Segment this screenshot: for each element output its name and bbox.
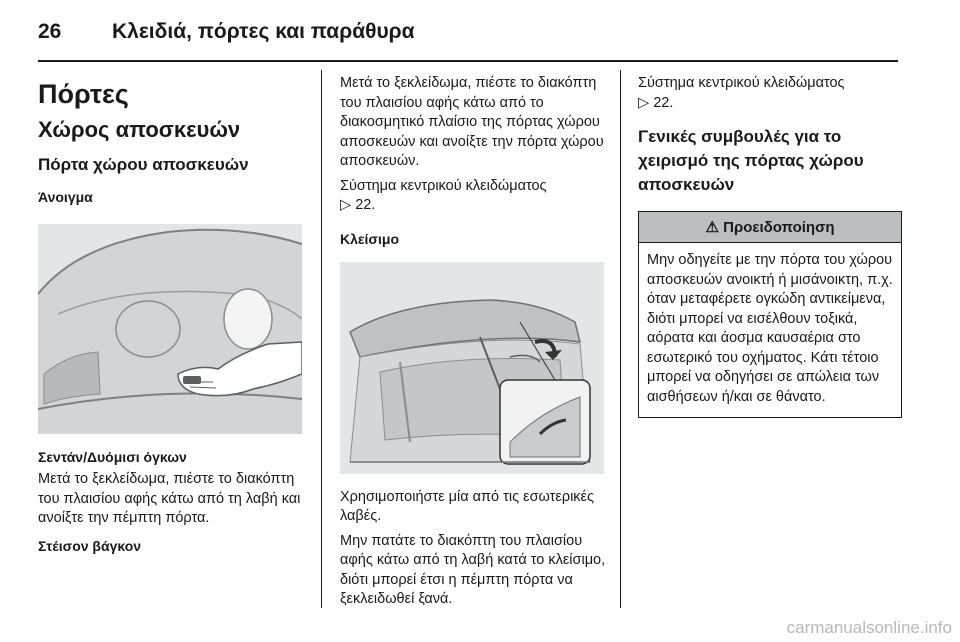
paragraph-use-inner-handles: Χρησιμοποιήστε μία από τις εσωτερικές λαβές. <box>340 488 595 524</box>
section-heading-general-tips: Γενικές συμβουλές για το χειρισμό της πόρτας χώρου αποσκευών <box>638 127 864 194</box>
cross-reference-text: Σύστημα κεντρικού κλειδώματος <box>340 177 547 194</box>
warning-box <box>638 211 902 418</box>
warning-text: Μην οδηγείτε με την πόρτα του χώρου αποσκευών ανοικτή ή μισάνοικτη, π.χ. όταν μεταφέρετε ογκώδη αντικείμενα, διότι μπορεί να εισέλθουν τοξικά, αόρατα και άοσμα καυσαέρια στο εσωτερικό του οχήματος. Κάτι τέτοιο μπορεί να οδηγήσει σε απώλεια των αισθήσεων ή/και σε θάνατο. <box>647 252 893 405</box>
paragraph-wagon-instructions: Μετά το ξεκλείδωμα, πιέστε το διακόπτη του πλαισίου αφής κάτω από το διακοσμητικό πλαίσιο της πόρτας χώρου αποσκευών και ανοίξτε την πόρτα χώρου αποσκευών. <box>340 75 604 169</box>
column-2 <box>340 70 606 610</box>
page-number: 26 <box>38 20 62 43</box>
warning-header <box>639 212 901 243</box>
heading-sedan-hatchback: Σεντάν/Δυόμισι όγκων <box>38 449 187 465</box>
section-heading-tailgate: Πόρτα χώρου αποσκευών <box>38 155 249 174</box>
watermark: carmanualsonline.info <box>786 618 952 637</box>
heading-closing: Κλείσιμο <box>340 230 400 247</box>
illustration-tailgate-open-sedan <box>38 224 302 434</box>
column-3 <box>638 70 902 418</box>
heading-opening: Άνοιγμα <box>38 189 93 205</box>
chapter-title: Κλειδιά, πόρτες και παράθυρα <box>112 20 415 43</box>
column-divider-1 <box>321 70 322 608</box>
column-1 <box>38 70 304 555</box>
section-heading-doors: Πόρτες <box>38 79 129 109</box>
header-rule <box>38 60 898 62</box>
paragraph-sedan-instructions: Μετά το ξεκλείδωμα, πιέστε το διακόπτη του πλαισίου αφής κάτω από τη λαβή και ανοίξτε την πέμπτη πόρτα. <box>38 471 301 526</box>
warning-triangle-icon: ⚠ <box>705 219 719 236</box>
cross-reference-page: 22. <box>355 197 376 213</box>
cross-reference-text: Σύστημα κεντρικού κλειδώματος <box>638 75 845 91</box>
triangle-right-icon: ▷ <box>638 94 650 111</box>
illustration-tailgate-closing-handle <box>340 262 604 474</box>
page-header <box>38 20 415 44</box>
cross-reference-central-locking <box>340 177 606 216</box>
column-divider-2 <box>620 70 621 608</box>
triangle-right-icon: ▷ <box>340 197 352 213</box>
warning-title: Προειδοποίηση <box>723 219 835 236</box>
cross-reference-page: 22. <box>653 94 674 111</box>
heading-station-wagon: Στέισον βάγκον <box>38 537 142 554</box>
paragraph-closing-caution: Μην πατάτε το διακόπτη του πλαισίου αφής κάτω από τη λαβή κατά το κλείσιμο, διότι μπορεί έτσι η πέμπτη πόρτα να ξεκλειδωθεί ξανά. <box>340 532 606 607</box>
section-heading-luggage: Χώρος αποσκευών <box>38 117 241 142</box>
cross-reference-central-locking <box>638 74 902 113</box>
